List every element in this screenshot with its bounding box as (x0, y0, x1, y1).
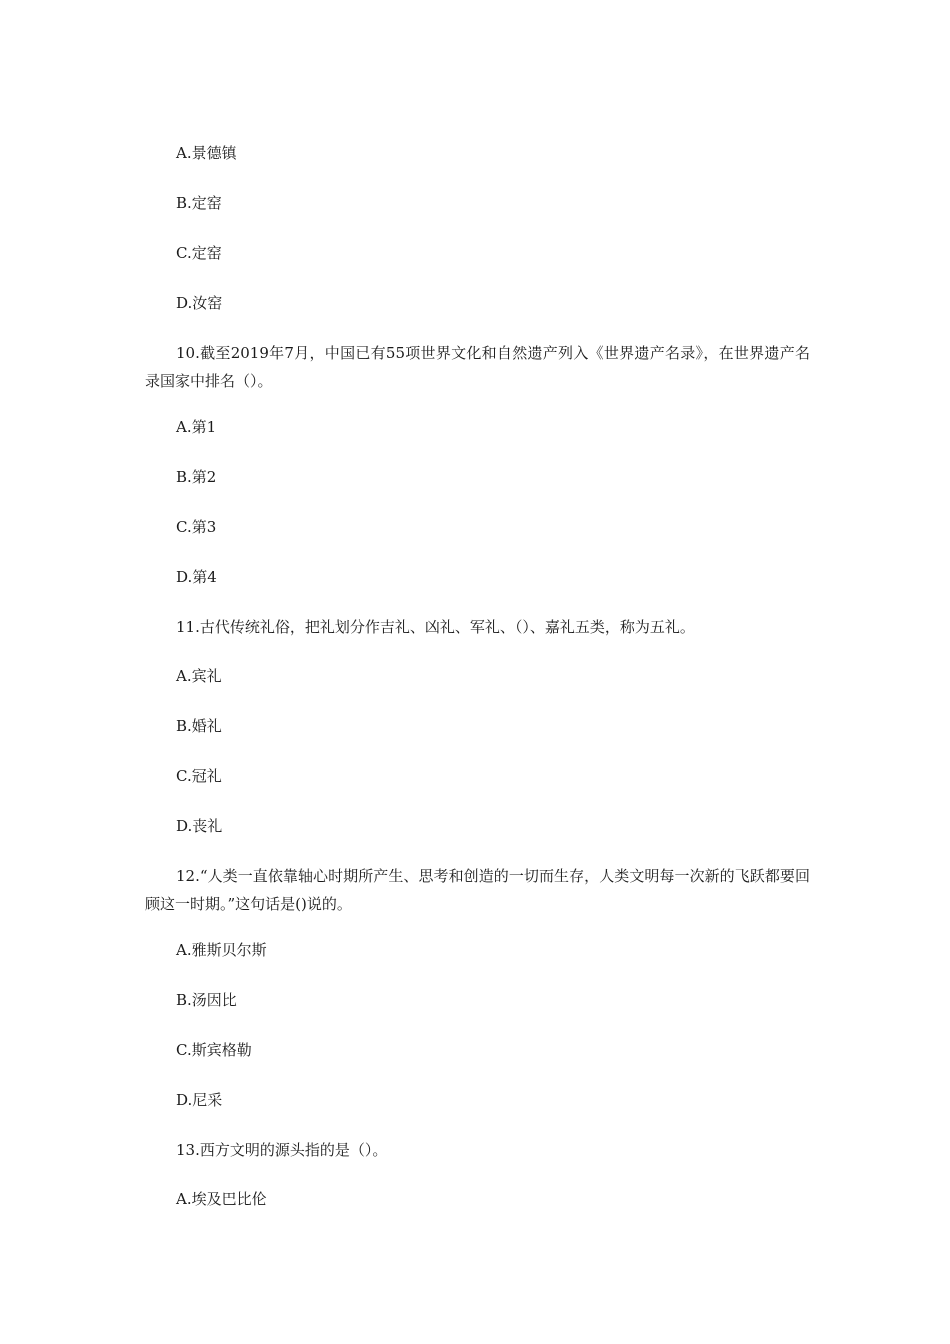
option-a-q11: A.宾礼 (176, 667, 222, 685)
option-d-q10: D.第4 (176, 568, 217, 586)
option-c-q9: C.定窑 (176, 244, 222, 262)
option-a-q10: A.第1 (176, 418, 217, 436)
question-11: 11.古代传统礼俗，把礼划分作吉礼、凶礼、军礼、（）、嘉礼五类，称为五礼。 (176, 618, 695, 636)
option-d-q9: D.汝窑 (176, 294, 223, 312)
option-b-q9: B.定窑 (176, 194, 222, 212)
option-a-q13: A.埃及巴比伦 (176, 1190, 267, 1208)
option-b-q12: B.汤因比 (176, 991, 237, 1009)
question-13: 13.西方文明的源头指的是（）。 (176, 1141, 388, 1159)
option-a-q9: A.景德镇 (176, 144, 237, 162)
option-d-q11: D.丧礼 (176, 817, 223, 835)
option-d-q12: D.尼采 (176, 1091, 223, 1109)
option-b-q11: B.婚礼 (176, 717, 222, 735)
question-12: 12.“人类一直依靠轴心时期所产生、思考和创造的一切而生存，人类文明每一次新的飞跃都要回顾这一时期。”这句话是()说的。 (145, 867, 810, 913)
option-c-q10: C.第3 (176, 518, 217, 536)
option-c-q12: C.斯宾格勒 (176, 1041, 252, 1059)
option-a-q12: A.雅斯贝尔斯 (176, 941, 267, 959)
option-b-q10: B.第2 (176, 468, 217, 486)
option-c-q11: C.冠礼 (176, 767, 222, 785)
question-10: 10.截至2019年7月，中国已有55项世界文化和自然遗产列入《世界遗产名录》，在世界遗产名录国家中排名（）。 (145, 344, 810, 390)
